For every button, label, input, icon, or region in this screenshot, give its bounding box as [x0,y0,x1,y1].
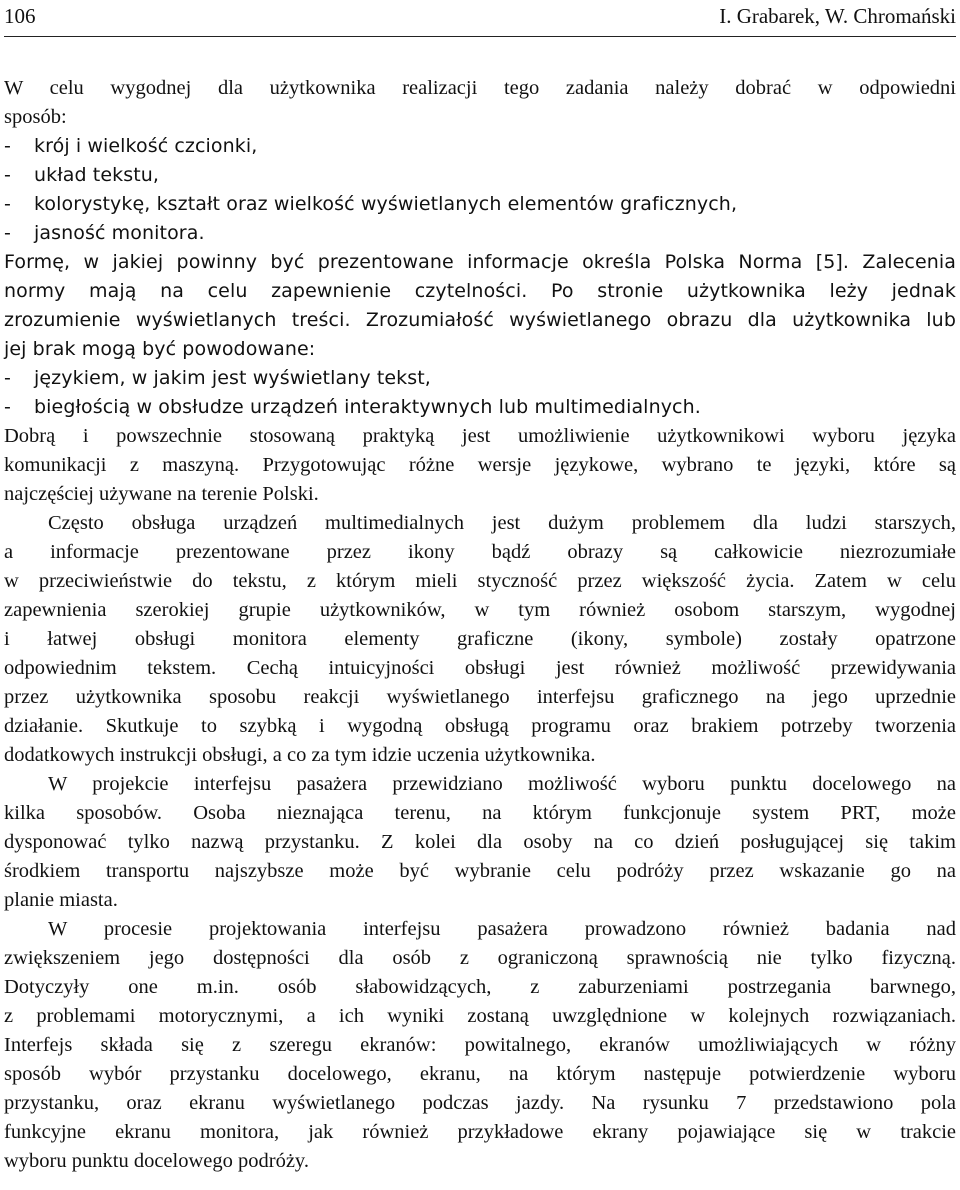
line-text: sposób: [4,106,67,128]
text-line [4,973,956,1002]
list-item [4,219,956,248]
line-text: W celu wygodnej dla użytkownika realizacji tego zadania należy dobrać w odpowiedni [4,77,956,99]
line-text: wyboru punktu docelowego podróży. [4,1150,309,1172]
text-line [4,1002,956,1031]
text-line [4,857,956,886]
text-line [4,480,956,509]
text-line [4,770,956,799]
document-page [4,0,956,1172]
line-text: jej brak mogą być powodowane: [4,338,316,360]
text-line [4,828,956,857]
line-text: normy mają na celu zapewnienie czytelności. Po stronie użytkownika leży jednak [4,280,956,302]
line-text: W projekcie interfejsu pasażera przewidziano możliwość wyboru punktu docelowego na [48,773,956,795]
list-item [4,190,956,219]
line-text: zapewnienia szerokiej grupie użytkowników, w tym również osobom starszym, wygodnej [4,599,956,621]
text-line [4,248,956,277]
text-line [4,886,956,915]
list-item [4,132,956,161]
text-line [4,915,956,944]
list-item [4,364,956,393]
page-number: 106 [4,4,36,28]
page-header [4,0,956,37]
text-line [4,567,956,596]
line-text: planie miasta. [4,889,118,911]
text-line [4,741,956,770]
list-dash: - [4,164,11,186]
line-text: Dotyczyły one m.in. osób słabowidzących, z zaburzeniami postrzegania barwnego, [4,976,956,998]
line-text: Często obsługa urządzeń multimedialnych jest dużym problemem dla ludzi starszych, [48,512,956,534]
list-item [4,161,956,190]
line-text: krój i wielkość czcionki, [34,135,258,157]
text-line [4,799,956,828]
line-text: najczęściej używane na terenie Polski. [4,483,319,505]
text-line [4,335,956,364]
text-line [4,1147,956,1176]
text-line [4,1031,956,1060]
text-line [4,625,956,654]
text-line [4,306,956,335]
list-item [4,393,956,422]
text-line [4,1060,956,1089]
text-line [4,451,956,480]
line-text: działanie. Skutkuje to szybką i wygodną obsługą programu oraz brakiem potrzeby tworzenia [4,715,956,737]
line-text: kolorystykę, kształt oraz wielkość wyświetlanych elementów graficznych, [34,193,738,215]
text-line [4,538,956,567]
line-text: zwiększeniem jego dostępności dla osób z ograniczoną sprawnością nie tylko fizyczną. [4,947,956,969]
list-dash: - [4,193,11,215]
line-text: W procesie projektowania interfejsu pasażera prowadzono również badania nad [48,918,956,940]
line-text: dysponować tylko nazwą przystanku. Z kolei dla osoby na co dzień posługującej się takim [4,831,956,853]
line-text: komunikacji z maszyną. Przygotowując różne wersje językowe, wybrano te języki, które są [4,454,956,476]
list-dash: - [4,396,11,418]
line-text: układ tekstu, [34,164,160,186]
line-text: sposób wybór przystanku docelowego, ekranu, na którym następuje potwierdzenie wyboru [4,1063,956,1085]
text-line [4,422,956,451]
text-line [4,596,956,625]
line-text: językiem, w jakim jest wyświetlany tekst, [34,367,431,389]
text-line [4,277,956,306]
line-text: środkiem transportu najszybsze może być wybranie celu podróży przez wskazanie go na [4,860,956,882]
text-line [4,509,956,538]
line-text: jasność monitora. [34,222,205,244]
line-text: a informacje prezentowane przez ikony bądź obrazy są całkowicie niezrozumiałe [4,541,956,563]
text-line [4,74,956,103]
line-text: Interfejs składa się z szeregu ekranów: powitalnego, ekranów umożliwiających w różny [4,1034,956,1056]
line-text: przez użytkownika sposobu reakcji wyświetlanego interfejsu graficznego na jego uprzednie [4,686,956,708]
line-text: Dobrą i powszechnie stosowaną praktyką jest umożliwienie użytkownikowi wyboru języka [4,425,956,447]
text-line [4,683,956,712]
running-head: I. Grabarek, W. Chromański [719,4,956,28]
line-text: zrozumienie wyświetlanych treści. Zrozumiałość wyświetlanego obrazu dla użytkownika lub [4,309,956,331]
text-line [4,944,956,973]
line-text: w przeciwieństwie do tekstu, z którym mieli styczność przez większość życia. Zatem w celu [4,570,956,592]
line-text: Formę, w jakiej powinny być prezentowane informacje określa Polska Norma [5]. Zalecenia [4,251,956,273]
line-text: z problemami motorycznymi, a ich wyniki zostaną uwzględnione w kolejnych rozwiązaniach. [4,1005,956,1027]
text-line [4,1089,956,1118]
line-text: funkcyjne ekranu monitora, jak również przykładowe ekrany pojawiające się w trakcie [4,1121,956,1143]
line-text: dodatkowych instrukcji obsługi, a co za tym idzie uczenia użytkownika. [4,744,596,766]
line-text: odpowiednim tekstem. Cechą intuicyjności obsługi jest również możliwość przewidywania [4,657,956,679]
body-text [4,74,956,1176]
text-line [4,103,956,132]
list-dash: - [4,135,11,157]
list-dash: - [4,367,11,389]
text-line [4,654,956,683]
line-text: biegłością w obsłudze urządzeń interaktywnych lub multimedialnych. [34,396,701,418]
line-text: kilka sposobów. Osoba nieznająca terenu, na którym funkcjonuje system PRT, może [4,802,956,824]
list-dash: - [4,222,11,244]
text-line [4,712,956,741]
line-text: i łatwej obsługi monitora elementy graficzne (ikony, symbole) zostały opatrzone [4,628,956,650]
line-text: przystanku, oraz ekranu wyświetlanego podczas jazdy. Na rysunku 7 przedstawiono pola [4,1092,956,1114]
text-line [4,1118,956,1147]
